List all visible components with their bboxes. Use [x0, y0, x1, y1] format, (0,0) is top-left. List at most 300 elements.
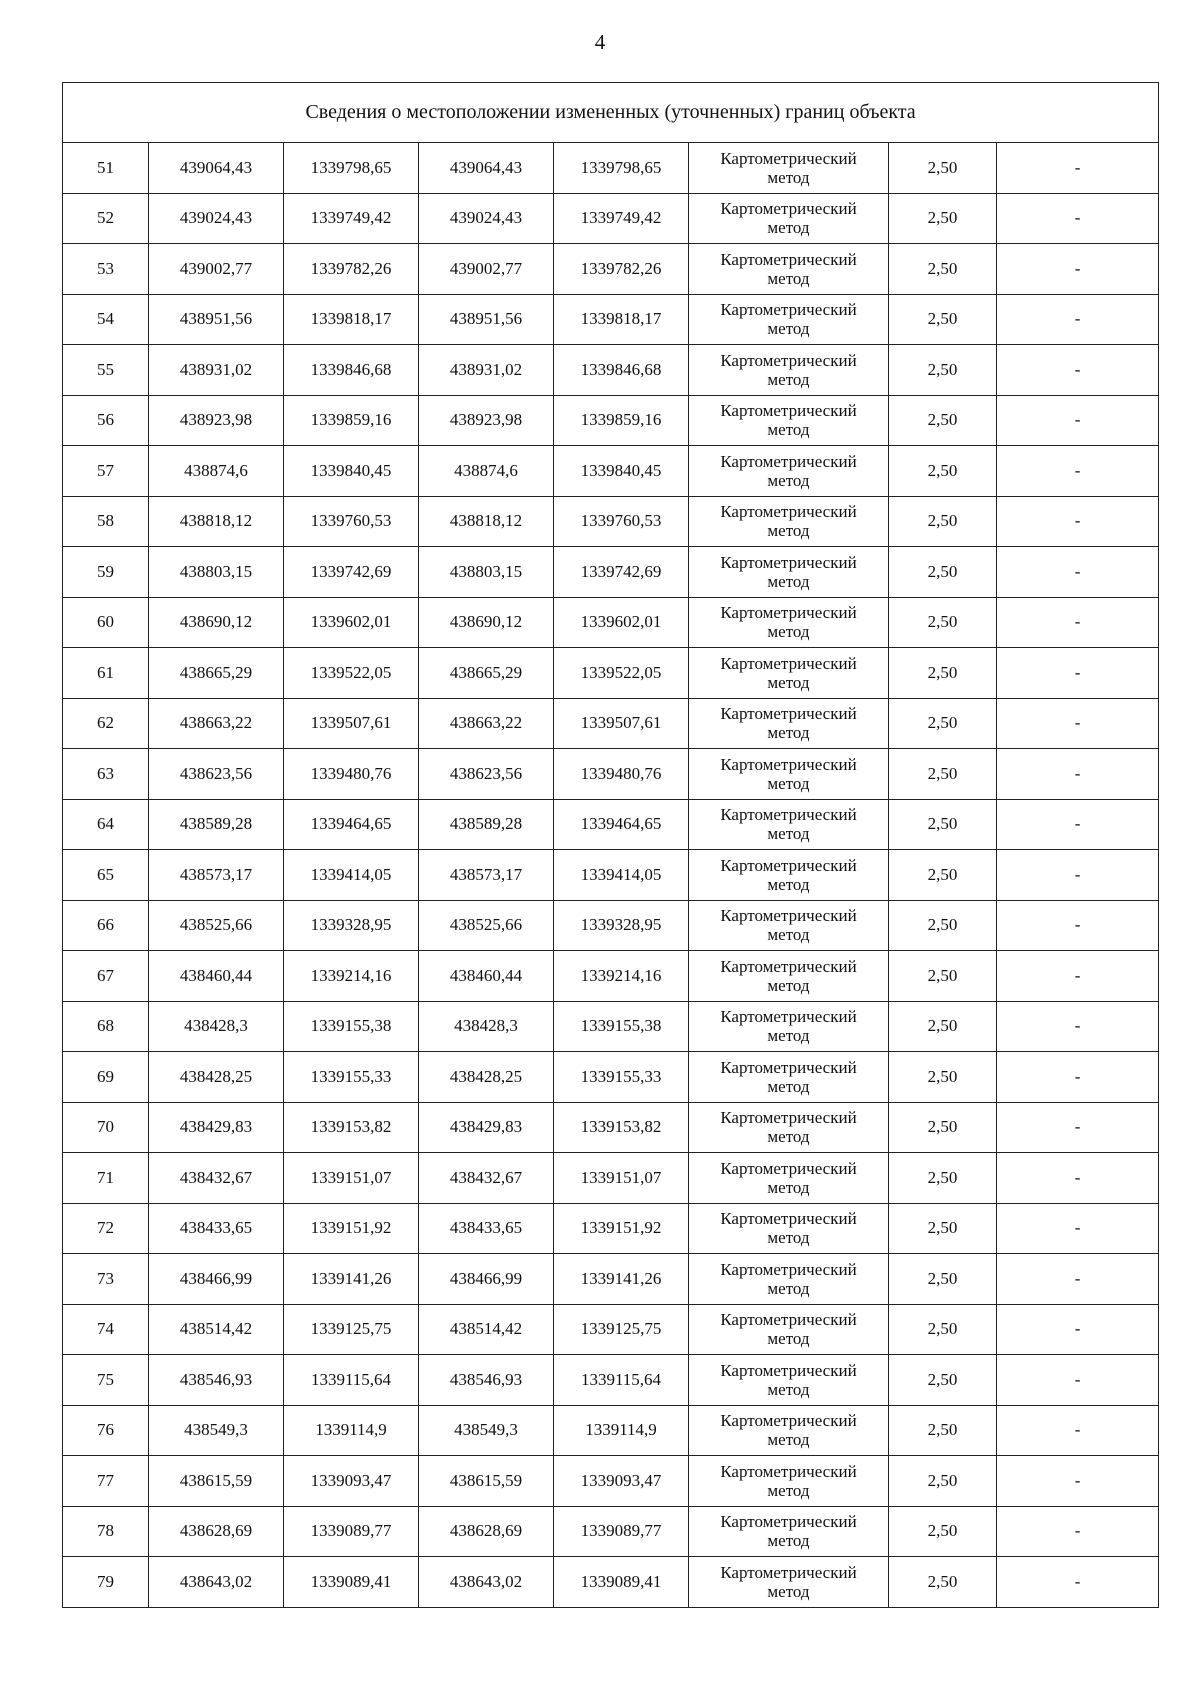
table-row [63, 1506, 1159, 1557]
note-cell: - [997, 1557, 1159, 1608]
refined-x-cell: 438628,69 [419, 1506, 554, 1557]
table-row [63, 1153, 1159, 1204]
method-cell [689, 648, 889, 699]
method-cell [689, 1001, 889, 1052]
table-row [63, 799, 1159, 850]
refined-y-cell: 1339115,64 [554, 1355, 689, 1406]
table-row [63, 749, 1159, 800]
refined-y-cell: 1339153,82 [554, 1102, 689, 1153]
method-line-1: Картометрический [720, 552, 857, 572]
accuracy-cell: 2,50 [889, 850, 997, 901]
existing-y-cell: 1339522,05 [284, 648, 419, 699]
accuracy-cell: 2,50 [889, 1153, 997, 1204]
note-cell: - [997, 648, 1159, 699]
refined-y-cell: 1339859,16 [554, 395, 689, 446]
table-row [63, 547, 1159, 598]
note-cell: - [997, 1001, 1159, 1052]
method-cell [689, 1506, 889, 1557]
method-line-1: Картометрический [720, 754, 857, 774]
method-cell [689, 597, 889, 648]
method-cell [689, 900, 889, 951]
accuracy-cell: 2,50 [889, 1456, 997, 1507]
method-cell [689, 446, 889, 497]
point-number-cell: 71 [63, 1153, 149, 1204]
method-line-1: Картометрический [720, 1411, 857, 1431]
note-cell: - [997, 698, 1159, 749]
accuracy-cell: 2,50 [889, 446, 997, 497]
existing-x-cell: 438951,56 [149, 294, 284, 345]
refined-y-cell: 1339125,75 [554, 1304, 689, 1355]
table-row [63, 648, 1159, 699]
method-line-1: Картометрический [720, 350, 857, 370]
refined-x-cell: 438663,22 [419, 698, 554, 749]
note-cell: - [997, 749, 1159, 800]
table-row [63, 951, 1159, 1002]
refined-x-cell: 438818,12 [419, 496, 554, 547]
accuracy-cell: 2,50 [889, 193, 997, 244]
point-number-cell: 75 [63, 1355, 149, 1406]
refined-y-cell: 1339602,01 [554, 597, 689, 648]
method-line-1: Картометрический [720, 956, 857, 976]
note-cell: - [997, 597, 1159, 648]
refined-y-cell: 1339151,07 [554, 1153, 689, 1204]
method-line-1: Картометрический [720, 401, 857, 421]
method-line-2: метод [767, 319, 810, 339]
existing-y-cell: 1339155,33 [284, 1052, 419, 1103]
table-row [63, 900, 1159, 951]
table-row [63, 446, 1159, 497]
refined-x-cell: 438573,17 [419, 850, 554, 901]
existing-y-cell: 1339749,42 [284, 193, 419, 244]
existing-y-cell: 1339115,64 [284, 1355, 419, 1406]
method-cell [689, 395, 889, 446]
existing-y-cell: 1339114,9 [284, 1405, 419, 1456]
note-cell: - [997, 1405, 1159, 1456]
existing-y-cell: 1339141,26 [284, 1254, 419, 1305]
refined-y-cell: 1339155,38 [554, 1001, 689, 1052]
accuracy-cell: 2,50 [889, 951, 997, 1002]
table-row [63, 1405, 1159, 1456]
point-number-cell: 70 [63, 1102, 149, 1153]
note-cell: - [997, 345, 1159, 396]
method-line-1: Картометрический [720, 1562, 857, 1582]
method-line-1: Картометрический [720, 805, 857, 825]
refined-x-cell: 438514,42 [419, 1304, 554, 1355]
existing-x-cell: 439002,77 [149, 244, 284, 295]
method-line-2: метод [767, 1177, 810, 1197]
method-line-1: Картометрический [720, 906, 857, 926]
note-cell: - [997, 1052, 1159, 1103]
method-cell [689, 698, 889, 749]
accuracy-cell: 2,50 [889, 496, 997, 547]
table-row [63, 143, 1159, 194]
point-number-cell: 64 [63, 799, 149, 850]
refined-x-cell: 438874,6 [419, 446, 554, 497]
table-row [63, 1254, 1159, 1305]
point-number-cell: 65 [63, 850, 149, 901]
point-number-cell: 61 [63, 648, 149, 699]
point-number-cell: 76 [63, 1405, 149, 1456]
method-line-2: метод [767, 1127, 810, 1147]
existing-x-cell: 438623,56 [149, 749, 284, 800]
table-row [63, 496, 1159, 547]
existing-y-cell: 1339782,26 [284, 244, 419, 295]
note-cell: - [997, 1506, 1159, 1557]
existing-x-cell: 438429,83 [149, 1102, 284, 1153]
note-cell: - [997, 850, 1159, 901]
refined-y-cell: 1339749,42 [554, 193, 689, 244]
method-line-2: метод [767, 521, 810, 541]
existing-x-cell: 438525,66 [149, 900, 284, 951]
refined-x-cell: 438643,02 [419, 1557, 554, 1608]
note-cell: - [997, 143, 1159, 194]
existing-y-cell: 1339859,16 [284, 395, 419, 446]
note-cell: - [997, 1203, 1159, 1254]
table-row [63, 294, 1159, 345]
method-line-2: метод [767, 420, 810, 440]
existing-y-cell: 1339155,38 [284, 1001, 419, 1052]
method-cell [689, 1254, 889, 1305]
note-cell: - [997, 1254, 1159, 1305]
method-cell [689, 1304, 889, 1355]
method-line-1: Картометрический [720, 704, 857, 724]
table-row [63, 1456, 1159, 1507]
existing-x-cell: 438818,12 [149, 496, 284, 547]
method-line-2: метод [767, 723, 810, 743]
method-line-2: метод [767, 975, 810, 995]
method-cell [689, 1557, 889, 1608]
refined-x-cell: 438429,83 [419, 1102, 554, 1153]
table-title: Сведения о местоположении измененных (уточненных) границ объекта [63, 83, 1159, 143]
note-cell: - [997, 1355, 1159, 1406]
existing-y-cell: 1339089,77 [284, 1506, 419, 1557]
method-line-2: метод [767, 1581, 810, 1601]
refined-y-cell: 1339214,16 [554, 951, 689, 1002]
page-number: 4 [594, 30, 606, 54]
refined-x-cell: 438589,28 [419, 799, 554, 850]
refined-x-cell: 438665,29 [419, 648, 554, 699]
table-row [63, 1001, 1159, 1052]
existing-y-cell: 1339089,41 [284, 1557, 419, 1608]
existing-y-cell: 1339760,53 [284, 496, 419, 547]
method-cell [689, 850, 889, 901]
refined-x-cell: 439002,77 [419, 244, 554, 295]
refined-y-cell: 1339155,33 [554, 1052, 689, 1103]
refined-x-cell: 438525,66 [419, 900, 554, 951]
method-cell [689, 1355, 889, 1406]
method-cell [689, 1203, 889, 1254]
point-number-cell: 62 [63, 698, 149, 749]
point-number-cell: 67 [63, 951, 149, 1002]
refined-x-cell: 438549,3 [419, 1405, 554, 1456]
point-number-cell: 69 [63, 1052, 149, 1103]
method-line-2: метод [767, 1531, 810, 1551]
boundary-coordinates-table [62, 82, 1159, 1608]
note-cell: - [997, 1102, 1159, 1153]
method-line-1: Картометрический [720, 1108, 857, 1128]
method-line-1: Картометрический [720, 1259, 857, 1279]
method-line-2: метод [767, 1228, 810, 1248]
refined-y-cell: 1339151,92 [554, 1203, 689, 1254]
existing-x-cell: 438514,42 [149, 1304, 284, 1355]
refined-y-cell: 1339114,9 [554, 1405, 689, 1456]
existing-x-cell: 439024,43 [149, 193, 284, 244]
accuracy-cell: 2,50 [889, 547, 997, 598]
accuracy-cell: 2,50 [889, 597, 997, 648]
table-title-row [63, 83, 1159, 143]
point-number-cell: 54 [63, 294, 149, 345]
point-number-cell: 52 [63, 193, 149, 244]
existing-y-cell: 1339093,47 [284, 1456, 419, 1507]
method-cell [689, 1102, 889, 1153]
point-number-cell: 55 [63, 345, 149, 396]
existing-x-cell: 438589,28 [149, 799, 284, 850]
accuracy-cell: 2,50 [889, 1557, 997, 1608]
existing-x-cell: 438466,99 [149, 1254, 284, 1305]
method-line-1: Картометрический [720, 1158, 857, 1178]
accuracy-cell: 2,50 [889, 1405, 997, 1456]
existing-x-cell: 438432,67 [149, 1153, 284, 1204]
point-number-cell: 58 [63, 496, 149, 547]
accuracy-cell: 2,50 [889, 1001, 997, 1052]
method-line-1: Картометрический [720, 1461, 857, 1481]
accuracy-cell: 2,50 [889, 1355, 997, 1406]
method-line-1: Картометрический [720, 1310, 857, 1330]
method-cell [689, 1052, 889, 1103]
point-number-cell: 63 [63, 749, 149, 800]
refined-x-cell: 438803,15 [419, 547, 554, 598]
existing-y-cell: 1339742,69 [284, 547, 419, 598]
method-line-1: Картометрический [720, 502, 857, 522]
method-line-2: метод [767, 824, 810, 844]
method-cell [689, 799, 889, 850]
method-line-2: метод [767, 571, 810, 591]
note-cell: - [997, 446, 1159, 497]
point-number-cell: 78 [63, 1506, 149, 1557]
method-line-1: Картометрический [720, 653, 857, 673]
table-row [63, 1304, 1159, 1355]
method-cell [689, 143, 889, 194]
method-line-1: Картометрический [720, 1057, 857, 1077]
refined-x-cell: 438460,44 [419, 951, 554, 1002]
refined-y-cell: 1339464,65 [554, 799, 689, 850]
point-number-cell: 66 [63, 900, 149, 951]
existing-y-cell: 1339846,68 [284, 345, 419, 396]
refined-y-cell: 1339846,68 [554, 345, 689, 396]
refined-y-cell: 1339798,65 [554, 143, 689, 194]
existing-x-cell: 438428,25 [149, 1052, 284, 1103]
existing-y-cell: 1339602,01 [284, 597, 419, 648]
refined-x-cell: 438923,98 [419, 395, 554, 446]
method-line-2: метод [767, 1076, 810, 1096]
accuracy-cell: 2,50 [889, 143, 997, 194]
table-row [63, 1203, 1159, 1254]
refined-x-cell: 438546,93 [419, 1355, 554, 1406]
accuracy-cell: 2,50 [889, 1304, 997, 1355]
method-line-2: метод [767, 1026, 810, 1046]
method-cell [689, 1456, 889, 1507]
accuracy-cell: 2,50 [889, 1506, 997, 1557]
method-line-1: Картометрический [720, 1209, 857, 1229]
method-cell [689, 244, 889, 295]
existing-x-cell: 438428,3 [149, 1001, 284, 1052]
existing-y-cell: 1339328,95 [284, 900, 419, 951]
note-cell: - [997, 1153, 1159, 1204]
method-line-2: метод [767, 369, 810, 389]
existing-x-cell: 438690,12 [149, 597, 284, 648]
point-number-cell: 56 [63, 395, 149, 446]
refined-x-cell: 438690,12 [419, 597, 554, 648]
method-cell [689, 547, 889, 598]
refined-y-cell: 1339818,17 [554, 294, 689, 345]
existing-x-cell: 438874,6 [149, 446, 284, 497]
method-cell [689, 193, 889, 244]
refined-y-cell: 1339840,45 [554, 446, 689, 497]
note-cell: - [997, 193, 1159, 244]
note-cell: - [997, 244, 1159, 295]
refined-y-cell: 1339782,26 [554, 244, 689, 295]
existing-y-cell: 1339151,07 [284, 1153, 419, 1204]
method-cell [689, 951, 889, 1002]
refined-x-cell: 438931,02 [419, 345, 554, 396]
existing-y-cell: 1339414,05 [284, 850, 419, 901]
method-line-2: метод [767, 925, 810, 945]
existing-y-cell: 1339798,65 [284, 143, 419, 194]
existing-x-cell: 438546,93 [149, 1355, 284, 1406]
method-line-2: метод [767, 622, 810, 642]
refined-x-cell: 439064,43 [419, 143, 554, 194]
note-cell: - [997, 951, 1159, 1002]
method-line-1: Картометрический [720, 855, 857, 875]
refined-y-cell: 1339089,77 [554, 1506, 689, 1557]
refined-x-cell: 438466,99 [419, 1254, 554, 1305]
accuracy-cell: 2,50 [889, 345, 997, 396]
table-row [63, 1102, 1159, 1153]
note-cell: - [997, 900, 1159, 951]
point-number-cell: 57 [63, 446, 149, 497]
point-number-cell: 72 [63, 1203, 149, 1254]
existing-x-cell: 438573,17 [149, 850, 284, 901]
method-line-2: метод [767, 773, 810, 793]
table-body [63, 83, 1159, 1608]
refined-y-cell: 1339742,69 [554, 547, 689, 598]
note-cell: - [997, 1304, 1159, 1355]
refined-x-cell: 438433,65 [419, 1203, 554, 1254]
method-cell [689, 294, 889, 345]
method-cell [689, 1405, 889, 1456]
refined-y-cell: 1339480,76 [554, 749, 689, 800]
method-line-2: метод [767, 1379, 810, 1399]
method-line-1: Картометрический [720, 300, 857, 320]
accuracy-cell: 2,50 [889, 1102, 997, 1153]
point-number-cell: 73 [63, 1254, 149, 1305]
existing-x-cell: 438923,98 [149, 395, 284, 446]
method-cell [689, 1153, 889, 1204]
note-cell: - [997, 1456, 1159, 1507]
refined-x-cell: 438951,56 [419, 294, 554, 345]
note-cell: - [997, 547, 1159, 598]
refined-y-cell: 1339141,26 [554, 1254, 689, 1305]
refined-x-cell: 439024,43 [419, 193, 554, 244]
table-row [63, 244, 1159, 295]
method-line-2: метод [767, 218, 810, 238]
existing-x-cell: 438615,59 [149, 1456, 284, 1507]
existing-y-cell: 1339153,82 [284, 1102, 419, 1153]
existing-x-cell: 438549,3 [149, 1405, 284, 1456]
accuracy-cell: 2,50 [889, 698, 997, 749]
accuracy-cell: 2,50 [889, 1052, 997, 1103]
accuracy-cell: 2,50 [889, 799, 997, 850]
existing-x-cell: 438803,15 [149, 547, 284, 598]
accuracy-cell: 2,50 [889, 1254, 997, 1305]
method-line-1: Картометрический [720, 249, 857, 269]
point-number-cell: 51 [63, 143, 149, 194]
table-row [63, 193, 1159, 244]
existing-x-cell: 438643,02 [149, 1557, 284, 1608]
accuracy-cell: 2,50 [889, 294, 997, 345]
table-row [63, 395, 1159, 446]
method-line-2: метод [767, 1430, 810, 1450]
method-line-1: Картометрический [720, 603, 857, 623]
accuracy-cell: 2,50 [889, 648, 997, 699]
existing-x-cell: 438433,65 [149, 1203, 284, 1254]
refined-y-cell: 1339522,05 [554, 648, 689, 699]
accuracy-cell: 2,50 [889, 900, 997, 951]
point-number-cell: 77 [63, 1456, 149, 1507]
point-number-cell: 53 [63, 244, 149, 295]
method-line-1: Картометрический [720, 199, 857, 219]
refined-x-cell: 438615,59 [419, 1456, 554, 1507]
refined-x-cell: 438623,56 [419, 749, 554, 800]
method-line-1: Картометрический [720, 1360, 857, 1380]
refined-x-cell: 438432,67 [419, 1153, 554, 1204]
existing-x-cell: 438665,29 [149, 648, 284, 699]
table-row [63, 850, 1159, 901]
method-line-2: метод [767, 167, 810, 187]
method-cell [689, 496, 889, 547]
table-row [63, 1355, 1159, 1406]
point-number-cell: 79 [63, 1557, 149, 1608]
table-row [63, 345, 1159, 396]
existing-y-cell: 1339464,65 [284, 799, 419, 850]
point-number-cell: 74 [63, 1304, 149, 1355]
existing-x-cell: 438663,22 [149, 698, 284, 749]
accuracy-cell: 2,50 [889, 244, 997, 295]
method-cell [689, 345, 889, 396]
note-cell: - [997, 395, 1159, 446]
table-row [63, 1052, 1159, 1103]
existing-y-cell: 1339840,45 [284, 446, 419, 497]
existing-x-cell: 438460,44 [149, 951, 284, 1002]
existing-x-cell: 438628,69 [149, 1506, 284, 1557]
note-cell: - [997, 496, 1159, 547]
table-row [63, 1557, 1159, 1608]
accuracy-cell: 2,50 [889, 749, 997, 800]
accuracy-cell: 2,50 [889, 1203, 997, 1254]
method-line-2: метод [767, 1329, 810, 1349]
method-line-2: метод [767, 470, 810, 490]
refined-y-cell: 1339507,61 [554, 698, 689, 749]
accuracy-cell: 2,50 [889, 395, 997, 446]
method-line-1: Картометрический [720, 1007, 857, 1027]
refined-y-cell: 1339089,41 [554, 1557, 689, 1608]
point-number-cell: 60 [63, 597, 149, 648]
refined-y-cell: 1339414,05 [554, 850, 689, 901]
refined-y-cell: 1339760,53 [554, 496, 689, 547]
method-line-2: метод [767, 874, 810, 894]
refined-x-cell: 438428,3 [419, 1001, 554, 1052]
existing-x-cell: 439064,43 [149, 143, 284, 194]
